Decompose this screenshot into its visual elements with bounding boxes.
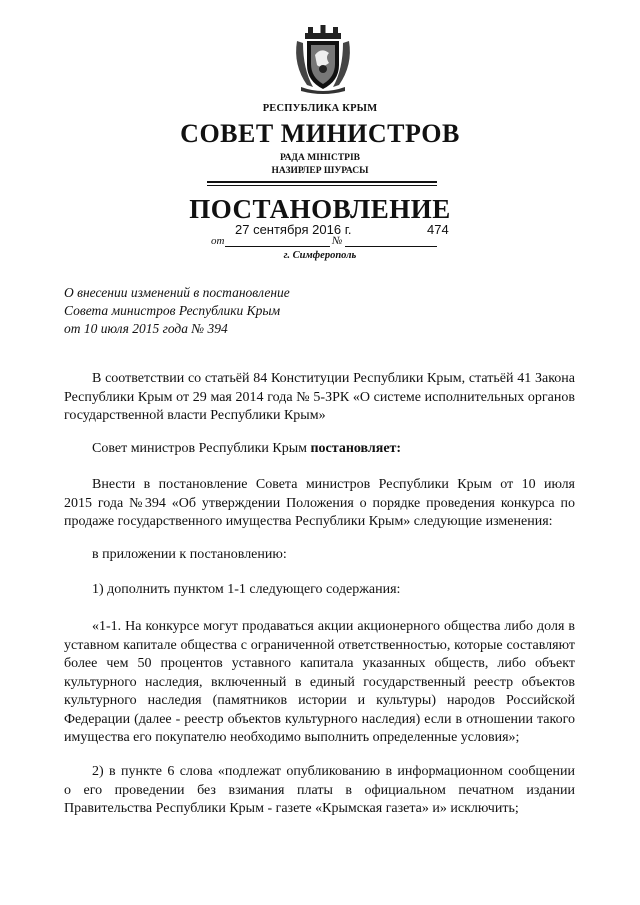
paragraph-appendix <box>64 546 575 565</box>
council-title: СОВЕТ МИНИСТРОВ <box>180 119 460 148</box>
subject-line: от 10 июля 2015 года № 394 <box>64 321 228 336</box>
paragraph-resolves <box>64 440 575 459</box>
subject-line: Совета министров Республики Крым <box>64 303 281 318</box>
number-prefix: № <box>332 235 343 247</box>
date-underline <box>225 246 330 247</box>
resolves-text: Совет министров Республики Крым <box>92 441 311 456</box>
document-subject <box>64 284 364 338</box>
paragraph-line: 2015 года №394 «Об утверждении Положения о порядке проведения конкурса по <box>64 495 575 511</box>
paragraph-item-1-1 <box>64 618 575 748</box>
paragraph-line: Правительства Республики Крым - газете «Крымская газета» и» исключить; <box>64 801 519 816</box>
paragraph-line: Республики Крым от 29 мая 2014 года № 5-ЗРК «О системе исполнительных органов <box>64 389 575 405</box>
paragraph-line: государственной власти Республики Крым» <box>64 408 326 423</box>
paragraph-line: 1) дополнить пунктом 1-1 следующего содержания: <box>92 582 401 597</box>
paragraph-line: в приложении к постановлению: <box>92 547 287 562</box>
paragraph-line: В соответствии со статьёй 84 Конституции Республики Крым, статьёй 41 Закона <box>92 371 575 386</box>
resolves-keyword: постановляет: <box>310 441 402 456</box>
header-divider-thick <box>207 181 437 183</box>
document-number: 474 <box>427 222 449 237</box>
paragraph-line: о его проведении без взимания платы в официальном печатном издании <box>64 782 575 798</box>
number-underline <box>345 246 437 247</box>
paragraph-line: Федерации (далее - реестр объектов культурного наследия) если в отношении такого <box>64 711 575 727</box>
header-divider-thin <box>207 185 437 186</box>
paragraph-line: имущества его покупателю необходимо выполнить определенные условия»; <box>64 730 520 745</box>
paragraph-line: уставном капитале общества с ограниченной ответственностью, которые составляют <box>64 637 575 653</box>
crimea-coat-of-arms-icon <box>291 25 355 95</box>
paragraph-line <box>64 440 575 459</box>
paragraph-legal-basis <box>64 370 575 426</box>
republic-name: РЕСПУБЛИКА КРЫМ <box>262 103 378 114</box>
paragraph-line: Внести в постановление Совета министров Республики Крым от 10 июля <box>92 477 575 492</box>
city: г. Симферополь <box>283 250 357 261</box>
paragraph-item-2 <box>64 763 575 819</box>
paragraph-line: более чем 50 процентов уставного капитала указанных обществ, либо объект <box>64 656 575 671</box>
document-date: 27 сентября 2016 г. <box>235 222 352 237</box>
paragraph-line: «1-1. На конкурсе могут продаваться акции акционерного общества либо доля в <box>92 619 575 634</box>
paragraph-line: культурного наследия (памятников истории и культуры) народов Российской <box>64 693 575 708</box>
paragraph-line: продаже государственного имущества Республики Крым» следующие изменения: <box>64 514 553 529</box>
paragraph-item-1 <box>64 581 575 600</box>
paragraph-amendment-intro <box>64 476 575 532</box>
council-title-ukrainian: РАДА МІНІСТРІВ <box>279 153 360 163</box>
subject-line: О внесении изменений в постановление <box>64 285 290 300</box>
council-title-crimean-tatar: НАЗИРЛЕР ШУРАСЫ <box>271 166 369 176</box>
date-prefix: от <box>211 235 225 247</box>
document-type: ПОСТАНОВЛЕНИЕ <box>189 194 451 224</box>
paragraph-line: культурного наследия, включенный в единый государственный реестр объектов <box>64 674 575 690</box>
date-number-line <box>0 222 640 252</box>
paragraph-line: 2) в пункте 6 слова «подлежат опубликованию в информационном сообщении <box>92 764 575 779</box>
